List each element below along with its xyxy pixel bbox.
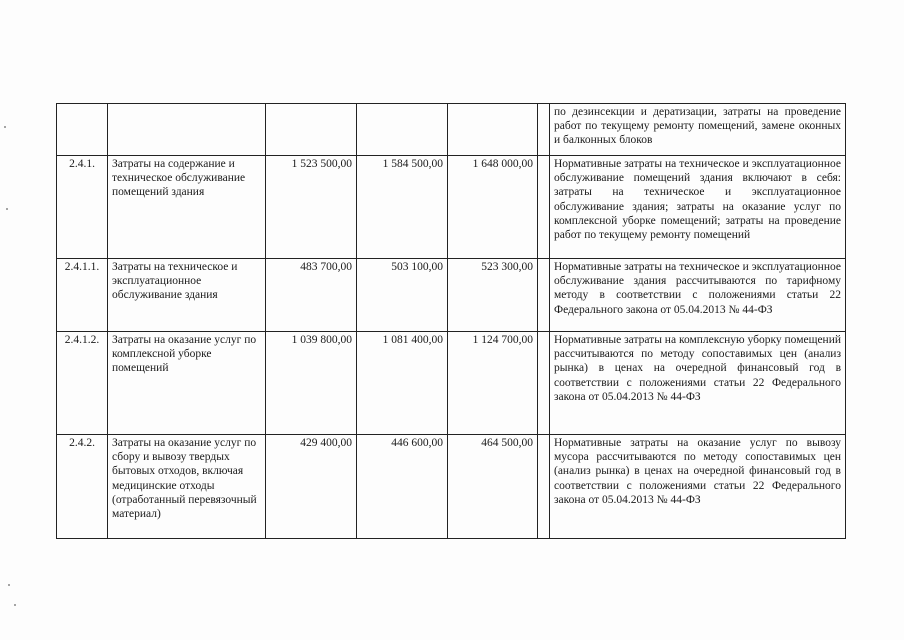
amount-year-1: 1 039 800,00 [266, 332, 357, 435]
amount-year-1: 429 400,00 [266, 435, 357, 539]
row-description: Нормативные затраты на техническое и эксплуатационное обслуживание здания рассчитываются по тарифному методу в соответствии с положениями статьи 22 Федерального закона от 05.04.2013 № 44-ФЗ [550, 259, 846, 332]
scan-speck [6, 208, 8, 210]
scan-speck [4, 126, 6, 128]
row-number: 2.4.1.1. [57, 259, 108, 332]
table-row [57, 156, 846, 259]
row-number: 2.4.2. [57, 435, 108, 539]
amount-year-2: 503 100,00 [357, 259, 448, 332]
amount-year-2: 1 081 400,00 [357, 332, 448, 435]
amount-year-3: 523 300,00 [448, 259, 538, 332]
amount-year-3: 1 124 700,00 [448, 332, 538, 435]
cost-table [56, 103, 846, 539]
table-row [57, 332, 846, 435]
amount-year-2 [357, 104, 448, 156]
spacer-cell [538, 104, 550, 156]
row-name: Затраты на содержание и техническое обслуживание помещений здания [108, 156, 266, 259]
amount-year-1: 483 700,00 [266, 259, 357, 332]
amount-year-1: 1 523 500,00 [266, 156, 357, 259]
table-row [57, 104, 846, 156]
spacer-cell [538, 259, 550, 332]
row-number [57, 104, 108, 156]
spacer-cell [538, 435, 550, 539]
row-description: по дезинсекции и дератизации, затраты на проведение работ по текущему ремонту помещений, замене оконных и балконных блоков [550, 104, 846, 156]
table-row [57, 259, 846, 332]
row-number: 2.4.1.2. [57, 332, 108, 435]
row-name: Затраты на техническое и эксплуатационное обслуживание здания [108, 259, 266, 332]
spacer-cell [538, 156, 550, 259]
row-description: Нормативные затраты на комплексную уборку помещений рассчитываются по методу сопоставимых цен (анализ рынка) в ценах на очередной финансовый год в соответствии с положениями статьи 22 Федерального закона от 05.04.2013 № 44-ФЗ [550, 332, 846, 435]
amount-year-2: 1 584 500,00 [357, 156, 448, 259]
scan-speck [8, 584, 10, 586]
scan-speck [14, 604, 16, 606]
amount-year-1 [266, 104, 357, 156]
table-row [57, 435, 846, 539]
row-description: Нормативные затраты на техническое и эксплуатационное обслуживание помещений здания включают в себя: затраты на техническое и эксплуатационное обслуживание здания; затраты на оказание услуг по комплексной уборке помещений; затраты на проведение работ по текущему ремонту помещений [550, 156, 846, 259]
amount-year-3: 1 648 000,00 [448, 156, 538, 259]
row-name: Затраты на оказание услуг по сбору и вывозу твердых бытовых отходов, включая медицинские отходы (отработанный перевязочный материал) [108, 435, 266, 539]
row-name [108, 104, 266, 156]
amount-year-2: 446 600,00 [357, 435, 448, 539]
row-description: Нормативные затраты на оказание услуг по вывозу мусора рассчитываются по методу сопоставимых цен (анализ рынка) в ценах на очередной финансовый год в соответствии с положениями статьи 22 Федерального закона от 05.04.2013 № 44-ФЗ [550, 435, 846, 539]
row-number: 2.4.1. [57, 156, 108, 259]
spacer-cell [538, 332, 550, 435]
amount-year-3: 464 500,00 [448, 435, 538, 539]
amount-year-3 [448, 104, 538, 156]
row-name: Затраты на оказание услуг по комплексной уборке помещений [108, 332, 266, 435]
